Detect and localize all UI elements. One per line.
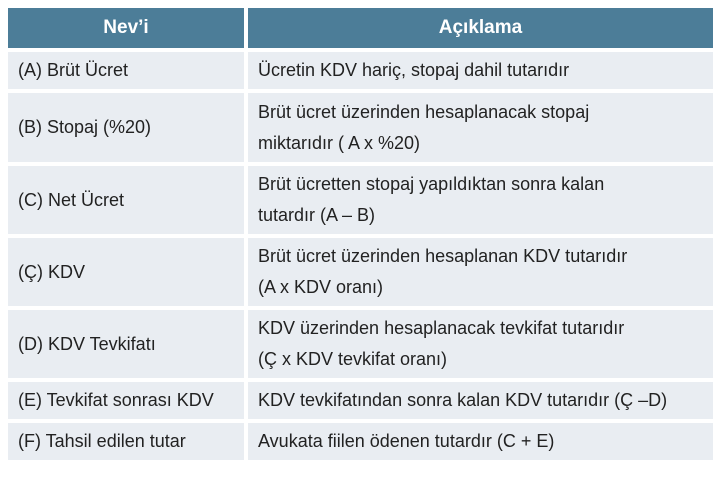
description-line: Brüt ücret üzerinden hesaplanan KDV tutarıdır	[258, 246, 628, 266]
table-row	[8, 238, 713, 306]
description-line: (A x KDV oranı)	[258, 277, 384, 297]
row-name: (B) Stopaj (%20)	[8, 93, 244, 162]
table-row	[8, 52, 713, 89]
table-row	[8, 166, 713, 234]
row-name: (D) KDV Tevkifatı	[8, 310, 244, 378]
row-description	[248, 238, 713, 306]
row-description: Ücretin KDV hariç, stopaj dahil tutarıdır	[248, 52, 713, 89]
description-line: miktarıdır ( A x %20)	[258, 132, 421, 153]
table-row	[8, 423, 713, 460]
fee-breakdown-table	[4, 4, 717, 464]
row-name: (E) Tevkifat sonrası KDV	[8, 382, 244, 419]
row-name: (Ç) KDV	[8, 238, 244, 306]
header-description: Açıklama	[248, 8, 713, 48]
row-name: (C) Net Ücret	[8, 166, 244, 234]
row-description	[248, 166, 713, 234]
row-name: (F) Tahsil edilen tutar	[8, 423, 244, 460]
description-line: Brüt ücret üzerinden hesaplanacak stopaj	[258, 101, 590, 122]
table-row	[8, 93, 713, 162]
description-line: Brüt ücretten stopaj yapıldıktan sonra kalan	[258, 174, 605, 194]
row-description	[248, 310, 713, 378]
table-header-row	[8, 8, 713, 48]
row-description	[248, 93, 713, 162]
description-line: KDV üzerinden hesaplanacak tevkifat tutarıdır	[258, 318, 625, 338]
description-line: tutardır (A – B)	[258, 205, 376, 225]
row-description: Avukata fiilen ödenen tutardır (C + E)	[248, 423, 713, 460]
table-row	[8, 382, 713, 419]
table-row	[8, 310, 713, 378]
row-name: (A) Brüt Ücret	[8, 52, 244, 89]
row-description: KDV tevkifatından sonra kalan KDV tutarıdır (Ç –D)	[248, 382, 713, 419]
description-line: (Ç x KDV tevkifat oranı)	[258, 349, 448, 369]
header-type: Nev’i	[8, 8, 244, 48]
